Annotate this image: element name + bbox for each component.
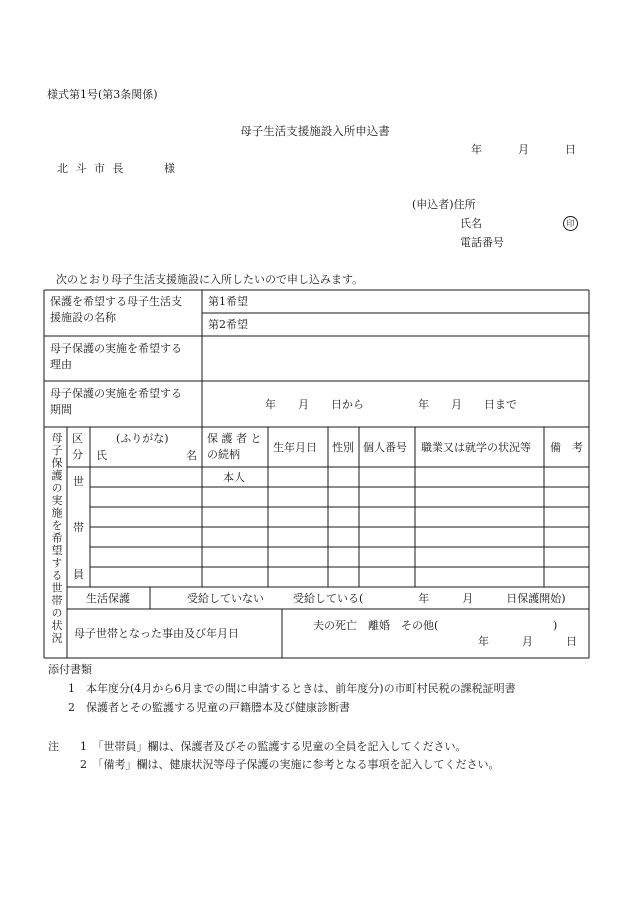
household-section-label: 母子保護の実施を希望する世帯の状況	[50, 432, 63, 645]
table-row[interactable]	[91, 568, 588, 586]
period-from[interactable]: 年 月 日から	[265, 398, 364, 411]
header-name-right: 名	[186, 449, 197, 462]
table-row[interactable]	[91, 528, 588, 546]
date-day-label: 日	[565, 143, 576, 156]
cause-options[interactable]: 夫の死亡 離婚 その他(	[313, 619, 439, 632]
seal-mark-icon: 印	[563, 216, 578, 231]
facility-choice-2[interactable]: 第2希望	[208, 318, 248, 331]
member-label-1: 世	[73, 475, 84, 488]
table-row[interactable]	[91, 488, 588, 506]
welfare-not-receiving[interactable]: 受給していない	[187, 592, 264, 605]
facility-name-label: 保護を希望する母子生活支 援施設の名称	[50, 295, 182, 324]
cause-close-paren: )	[553, 619, 558, 632]
applicant-phone-label: 電話番号	[460, 236, 504, 249]
member-label-2: 帯	[73, 521, 84, 534]
attachments-title: 添付書類	[48, 663, 92, 676]
period-to[interactable]: 年 月 日まで	[418, 398, 517, 411]
form-number-label: 様式第1号(第3条関係)	[47, 88, 158, 101]
addressee-honorific: 様	[164, 162, 175, 175]
date-month-label: 月	[518, 143, 529, 156]
addressee-mayor: 北 斗 市 長	[57, 162, 126, 175]
cause-label: 母子世帯となった事由及び年月日	[74, 627, 239, 640]
facility-choice-1[interactable]: 第1希望	[208, 295, 248, 308]
reason-label: 母子保護の実施を希望する 理由	[50, 342, 182, 371]
header-personal-number: 個人番号	[363, 441, 407, 454]
attachment-item: 2 保護者とその監護する児童の戸籍謄本及び健康診断書	[68, 701, 350, 714]
period-label: 母子保護の実施を希望する 期間	[50, 387, 182, 416]
self-relation: 本人	[223, 471, 245, 484]
header-sex: 性別	[332, 441, 354, 454]
welfare-receiving[interactable]: 受給している( 年 月 日保護開始)	[293, 592, 566, 605]
applicant-address-label: (申込者)住所	[412, 198, 476, 211]
header-remarks: 備 考	[550, 441, 583, 454]
header-name-left: 氏	[96, 449, 107, 462]
welfare-label: 生活保護	[86, 592, 130, 605]
cause-date[interactable]: 年 月 日	[478, 635, 577, 648]
form-title: 母子生活支援施設入所申込書	[240, 124, 390, 138]
date-year-label: 年	[471, 143, 482, 156]
header-furigana: (ふりがな)	[116, 432, 169, 445]
applicant-name-label: 氏名	[460, 217, 482, 230]
header-category: 区 分	[72, 432, 83, 461]
table-row[interactable]	[91, 508, 588, 526]
header-relation: 保 護 者 と の続柄	[207, 432, 262, 461]
note-item: 2 「備考」欄は、健康状況等母子保護の実施に参考となる事項を記入してください。	[80, 758, 500, 771]
attachment-item: 1 本年度分(4月から6月までの間に申請するときは、前年度分)の市町村民税の課税証明書	[68, 682, 516, 695]
table-row[interactable]	[91, 468, 588, 486]
header-birthdate: 生年月日	[273, 441, 317, 454]
applicant-block	[412, 198, 504, 255]
note-item: 1 「世帯員」欄は、保護者及びその監護する児童の全員を記入してください。	[80, 740, 467, 753]
lead-statement: 次のとおり母子生活支援施設に入所したいので申し込みます。	[56, 273, 364, 286]
notes-heading: 注	[48, 740, 59, 753]
member-label-3: 員	[73, 568, 84, 581]
header-occupation: 職業又は就学の状況等	[421, 441, 531, 454]
reason-field[interactable]	[203, 337, 588, 380]
table-row[interactable]	[91, 548, 588, 566]
